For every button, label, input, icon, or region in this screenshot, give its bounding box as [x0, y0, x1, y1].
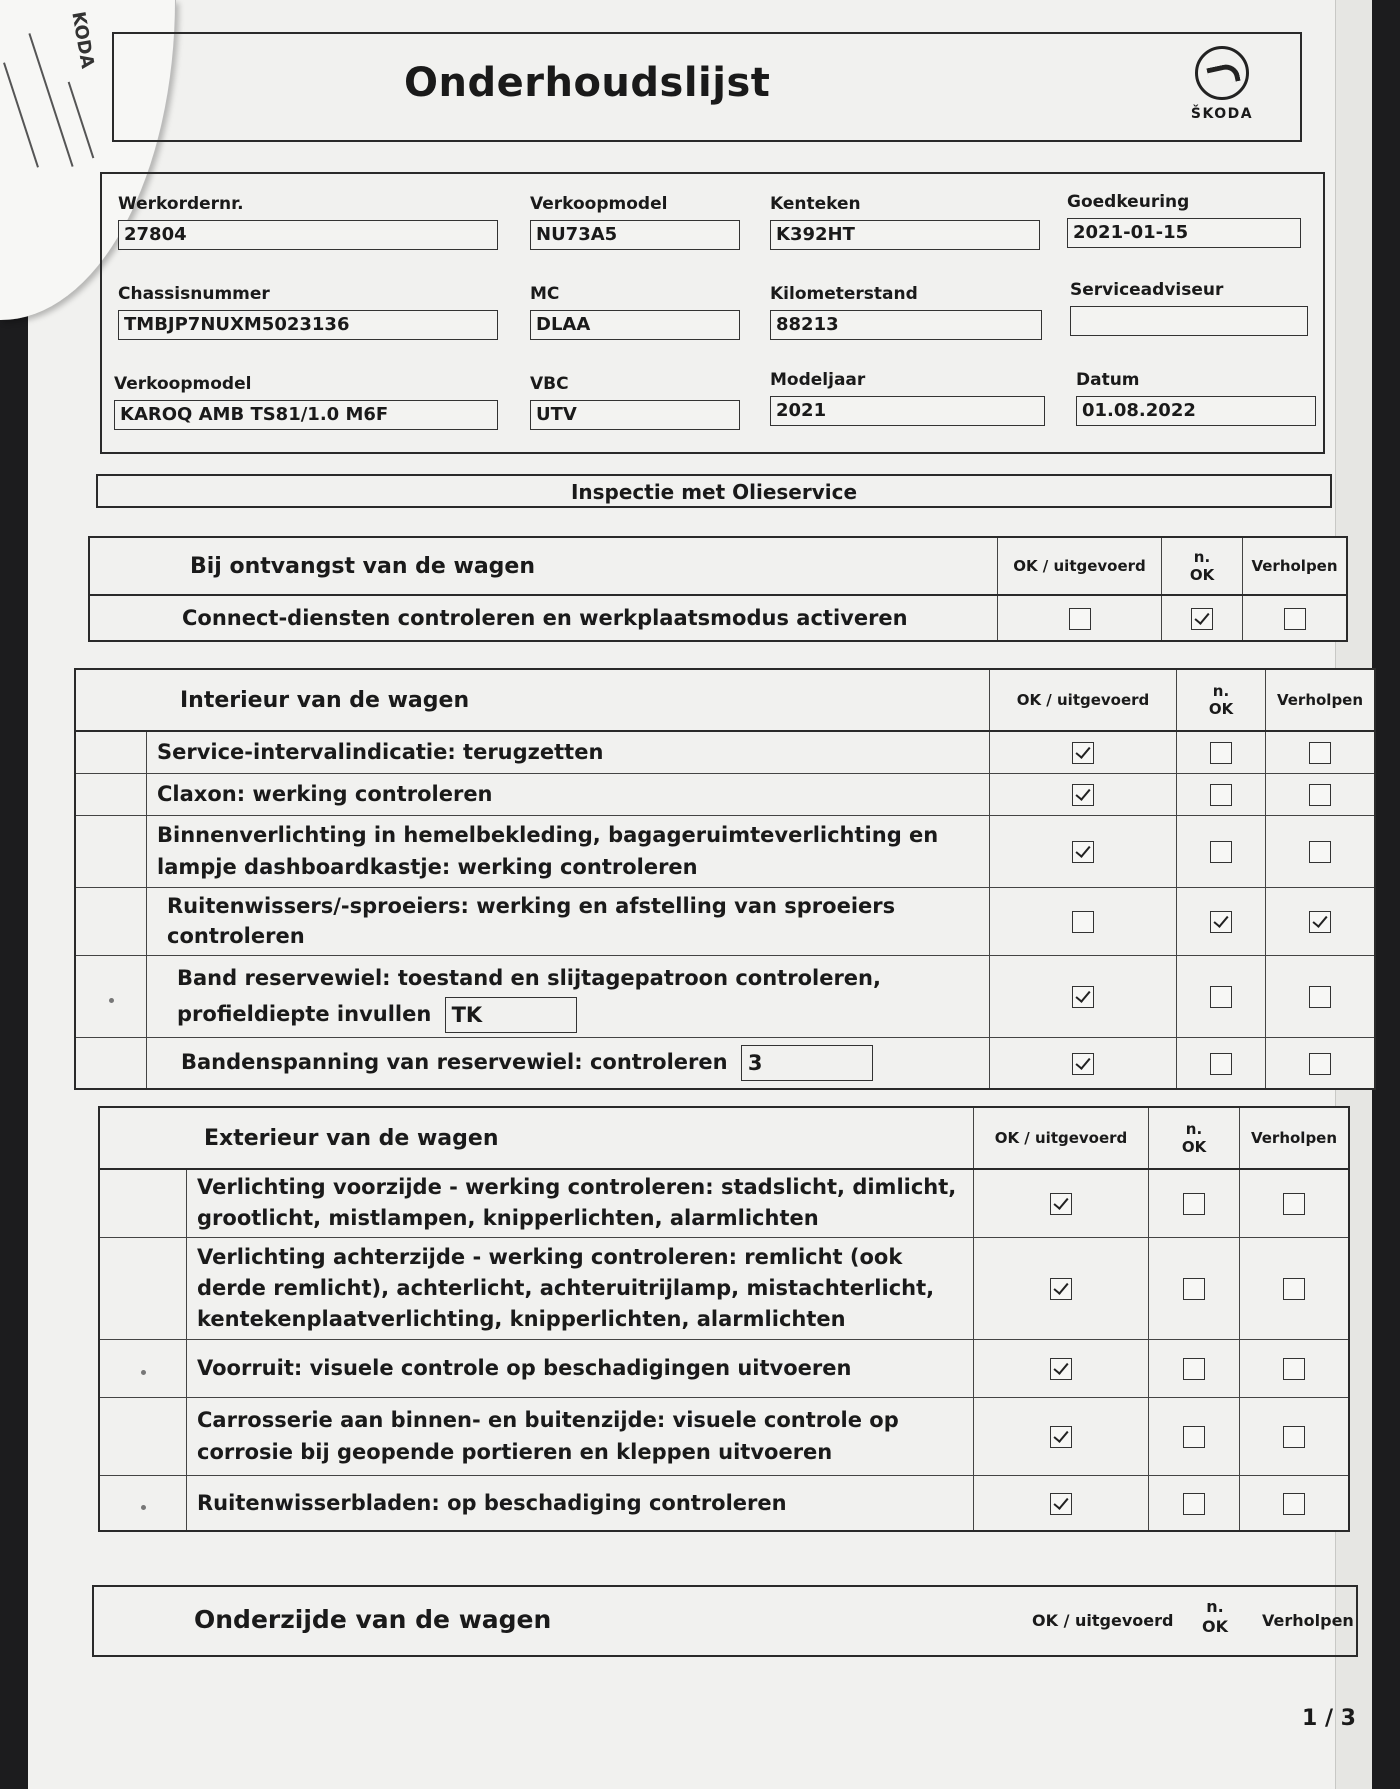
fixed-cell	[1266, 1037, 1376, 1089]
kilometerstand-value[interactable]: 88213	[770, 310, 1042, 340]
checkbox-verholpen[interactable]	[1309, 911, 1331, 933]
nok-cell	[1177, 955, 1266, 1037]
col-verholpen: Verholpen	[1243, 537, 1348, 595]
vbc-value[interactable]: UTV	[530, 400, 740, 430]
row-content	[147, 1037, 990, 1089]
fixed-cell	[1266, 955, 1376, 1037]
brand-name: ŠKODA	[1190, 106, 1254, 122]
checkbox-ok[interactable]	[1072, 841, 1094, 863]
row-content	[147, 955, 990, 1037]
nok-cell	[1149, 1397, 1240, 1475]
col-niet-ok: n. OK	[1202, 1597, 1228, 1636]
checklist-row	[75, 815, 1375, 887]
col-ok-uitgevoerd: OK / uitgevoerd	[998, 537, 1162, 595]
bandenspanning-input[interactable]: 3	[741, 1045, 873, 1081]
group-header-onderzijde	[92, 1585, 1358, 1657]
checklist-row	[75, 955, 1375, 1037]
kenteken-value[interactable]: K392HT	[770, 220, 1040, 250]
checkbox-verholpen[interactable]	[1309, 841, 1331, 863]
fixed-cell	[1240, 1475, 1350, 1531]
group-title-exterieur: Exterieur van de wagen	[99, 1107, 974, 1169]
serviceadviseur-value[interactable]	[1070, 306, 1308, 336]
row-text: Voorruit: visuele controle op beschadigingen uitvoeren	[187, 1339, 974, 1397]
page-title: Onderhoudslijst	[404, 60, 771, 106]
nok-cell	[1149, 1339, 1240, 1397]
nok-cell	[1149, 1237, 1240, 1339]
ok-cell	[990, 773, 1177, 815]
ok-cell	[990, 1037, 1177, 1089]
field-modeljaar: Modeljaar 2021	[770, 370, 1045, 426]
checkbox-ok[interactable]	[1050, 1493, 1072, 1515]
ok-cell	[990, 731, 1177, 773]
nok-cell	[1177, 887, 1266, 955]
nok-cell	[1149, 1475, 1240, 1531]
checkbox-ok[interactable]	[1072, 742, 1094, 764]
verkoopmodel-value[interactable]: KAROQ AMB TS81/1.0 M6F	[114, 400, 498, 430]
checklist-row	[99, 1475, 1349, 1531]
row-margin	[99, 1475, 187, 1531]
checklist-row	[99, 1397, 1349, 1475]
datum-value[interactable]: 01.08.2022	[1076, 396, 1316, 426]
verkoopmodel-code-value[interactable]: NU73A5	[530, 220, 740, 250]
ok-cell	[990, 887, 1177, 955]
col-niet-ok: n. OK	[1177, 669, 1266, 731]
checkbox-verholpen[interactable]	[1283, 1426, 1305, 1448]
checklist-row	[99, 1339, 1349, 1397]
row-text: Claxon: werking controleren	[147, 773, 990, 815]
col-niet-ok: n. OK	[1149, 1107, 1240, 1169]
row-margin	[75, 955, 147, 1037]
nok-cell	[1177, 1037, 1266, 1089]
checkbox-ok[interactable]	[1072, 784, 1094, 806]
checkbox-niet-ok[interactable]	[1183, 1278, 1205, 1300]
field-werkordernr: Werkordernr. 27804	[118, 194, 498, 250]
mc-value[interactable]: DLAA	[530, 310, 740, 340]
checkbox-verholpen[interactable]	[1283, 1358, 1305, 1380]
ok-cell	[974, 1339, 1149, 1397]
group-title-ontvangst: Bij ontvangst van de wagen	[89, 537, 998, 595]
row-margin	[75, 887, 147, 955]
checkbox-ok[interactable]	[1069, 608, 1091, 630]
checkbox-verholpen[interactable]	[1283, 1278, 1305, 1300]
fixed-cell	[1266, 731, 1376, 773]
checklist-row	[75, 1037, 1375, 1089]
checklist-exterieur	[98, 1106, 1350, 1532]
checkbox-verholpen[interactable]	[1309, 784, 1331, 806]
col-niet-ok: n. OK	[1162, 537, 1243, 595]
checkbox-verholpen[interactable]	[1284, 608, 1306, 630]
checkbox-niet-ok[interactable]	[1210, 1053, 1232, 1075]
nok-cell	[1149, 1169, 1240, 1237]
checklist-row	[75, 773, 1375, 815]
col-verholpen: Verholpen	[1266, 669, 1376, 731]
field-serviceadviseur: Serviceadviseur	[1070, 280, 1308, 336]
modeljaar-value[interactable]: 2021	[770, 396, 1045, 426]
checkbox-ok[interactable]	[1072, 986, 1094, 1008]
checklist-row	[99, 1237, 1349, 1339]
werkordernr-value[interactable]: 27804	[118, 220, 498, 250]
ok-cell	[990, 815, 1177, 887]
col-ok-uitgevoerd: OK / uitgevoerd	[1032, 1611, 1174, 1630]
row-text: Band reservewiel: toestand en slijtagepatroon controleren, profieldiepte invullen	[177, 965, 881, 1026]
row-margin	[75, 815, 147, 887]
row-margin	[75, 1037, 147, 1089]
row-text: Verlichting achterzijde - werking controleren: remlicht (ook derde remlicht), achterlicht, achteruitrijlamp, mistachterlicht, kentekenplaatverlichting, knipperlichten, alarmlichten	[187, 1237, 974, 1339]
title-box	[112, 32, 1302, 142]
col-verholpen: Verholpen	[1262, 1611, 1354, 1630]
checkbox-ok[interactable]	[1072, 1053, 1094, 1075]
row-margin	[75, 731, 147, 773]
checkbox-verholpen[interactable]	[1309, 742, 1331, 764]
row-margin	[99, 1169, 187, 1237]
checklist-row	[75, 887, 1375, 955]
field-chassisnummer: Chassisnummer TMBJP7NUXM5023136	[118, 284, 498, 340]
fixed-cell	[1240, 1339, 1350, 1397]
ok-cell	[974, 1237, 1149, 1339]
checklist-row	[89, 595, 1347, 641]
row-margin	[99, 1237, 187, 1339]
fixed-cell	[1240, 1169, 1350, 1237]
ok-cell	[998, 595, 1162, 641]
page-number: 1 / 3	[1302, 1706, 1356, 1731]
skoda-wing-icon	[1195, 46, 1249, 100]
field-mc: MC DLAA	[530, 284, 740, 340]
fixed-cell	[1240, 1237, 1350, 1339]
fixed-cell	[1266, 887, 1376, 955]
section-title: Inspectie met Olieservice	[570, 480, 858, 504]
checkbox-niet-ok[interactable]	[1210, 742, 1232, 764]
checklist-row	[75, 731, 1375, 773]
checkbox-niet-ok[interactable]	[1210, 986, 1232, 1008]
fixed-cell	[1266, 773, 1376, 815]
checkbox-verholpen[interactable]	[1309, 1053, 1331, 1075]
row-text: Carrosserie aan binnen- en buitenzijde: visuele controle op corrosie bij geopende portieren en kleppen uitvoeren	[187, 1397, 974, 1475]
group-title-interieur: Interieur van de wagen	[75, 669, 990, 731]
row-text: Ruitenwisserbladen: op beschadiging controleren	[187, 1475, 974, 1531]
curl-line	[3, 62, 39, 167]
checkbox-niet-ok[interactable]	[1183, 1193, 1205, 1215]
checkbox-niet-ok[interactable]	[1191, 608, 1213, 630]
row-text: Binnenverlichting in hemelbekleding, bagageruimteverlichting en lampje dashboardkastje: werking controleren	[147, 815, 990, 887]
field-datum: Datum 01.08.2022	[1076, 370, 1316, 426]
nok-cell	[1162, 595, 1243, 641]
curl-line	[28, 33, 73, 167]
row-margin	[99, 1397, 187, 1475]
skoda-logo	[1172, 46, 1272, 122]
checkbox-verholpen[interactable]	[1309, 986, 1331, 1008]
row-margin	[99, 1339, 187, 1397]
ok-cell	[974, 1397, 1149, 1475]
group-title-onderzijde: Onderzijde van de wagen	[194, 1605, 552, 1634]
row-text: Bandenspanning van reservewiel: controleren	[181, 1049, 728, 1074]
row-text: Ruitenwissers/-sproeiers: werking en afstelling van sproeiers controleren	[147, 887, 990, 955]
checkbox-verholpen[interactable]	[1283, 1493, 1305, 1515]
checkbox-niet-ok[interactable]	[1183, 1358, 1205, 1380]
bullet-dot	[109, 998, 114, 1003]
bullet-dot	[141, 1370, 146, 1375]
checkbox-niet-ok[interactable]	[1210, 911, 1232, 933]
row-text: Service-intervalindicatie: terugzetten	[147, 731, 990, 773]
checkbox-ok[interactable]	[1050, 1426, 1072, 1448]
col-ok-uitgevoerd: OK / uitgevoerd	[974, 1107, 1149, 1169]
checkbox-ok[interactable]	[1050, 1193, 1072, 1215]
ok-cell	[974, 1169, 1149, 1237]
section-title-bar	[96, 474, 1332, 508]
checkbox-niet-ok[interactable]	[1183, 1426, 1205, 1448]
checklist-interieur	[74, 668, 1376, 1090]
chassisnummer-value[interactable]: TMBJP7NUXM5023136	[118, 310, 498, 340]
nok-cell	[1177, 731, 1266, 773]
profieldiepte-input[interactable]: TK	[445, 997, 577, 1033]
field-verkoopmodel: Verkoopmodel KAROQ AMB TS81/1.0 M6F	[114, 374, 498, 430]
checklist-ontvangst	[88, 536, 1348, 642]
curl-brand-text: KODA	[67, 10, 98, 71]
checkbox-niet-ok[interactable]	[1210, 841, 1232, 863]
vehicle-info-box	[100, 172, 1325, 454]
row-text: Verlichting voorzijde - werking controleren: stadslicht, dimlicht, grootlicht, mistlampen, knipperlichten, alarmlichten	[187, 1169, 974, 1237]
nok-cell	[1177, 773, 1266, 815]
field-vbc: VBC UTV	[530, 374, 740, 430]
checklist-row	[99, 1169, 1349, 1237]
fixed-cell	[1266, 815, 1376, 887]
checkbox-niet-ok[interactable]	[1210, 784, 1232, 806]
fixed-cell	[1240, 1397, 1350, 1475]
fixed-cell	[1243, 595, 1348, 641]
row-text: Connect-diensten controleren en werkplaatsmodus activeren	[89, 595, 998, 641]
col-verholpen: Verholpen	[1240, 1107, 1350, 1169]
field-kenteken: Kenteken K392HT	[770, 194, 1040, 250]
goedkeuring-value[interactable]: 2021-01-15	[1067, 218, 1301, 248]
col-ok-uitgevoerd: OK / uitgevoerd	[990, 669, 1177, 731]
nok-cell	[1177, 815, 1266, 887]
bullet-dot	[141, 1505, 146, 1510]
ok-cell	[990, 955, 1177, 1037]
row-margin	[75, 773, 147, 815]
checkbox-ok[interactable]	[1050, 1358, 1072, 1380]
field-goedkeuring: Goedkeuring 2021-01-15	[1067, 192, 1301, 248]
field-kilometerstand: Kilometerstand 88213	[770, 284, 1042, 340]
checkbox-verholpen[interactable]	[1283, 1193, 1305, 1215]
checkbox-ok[interactable]	[1072, 911, 1094, 933]
curl-line	[68, 82, 95, 159]
checkbox-niet-ok[interactable]	[1183, 1493, 1205, 1515]
field-verkoopmodel-code: Verkoopmodel NU73A5	[530, 194, 740, 250]
checkbox-ok[interactable]	[1050, 1278, 1072, 1300]
ok-cell	[974, 1475, 1149, 1531]
